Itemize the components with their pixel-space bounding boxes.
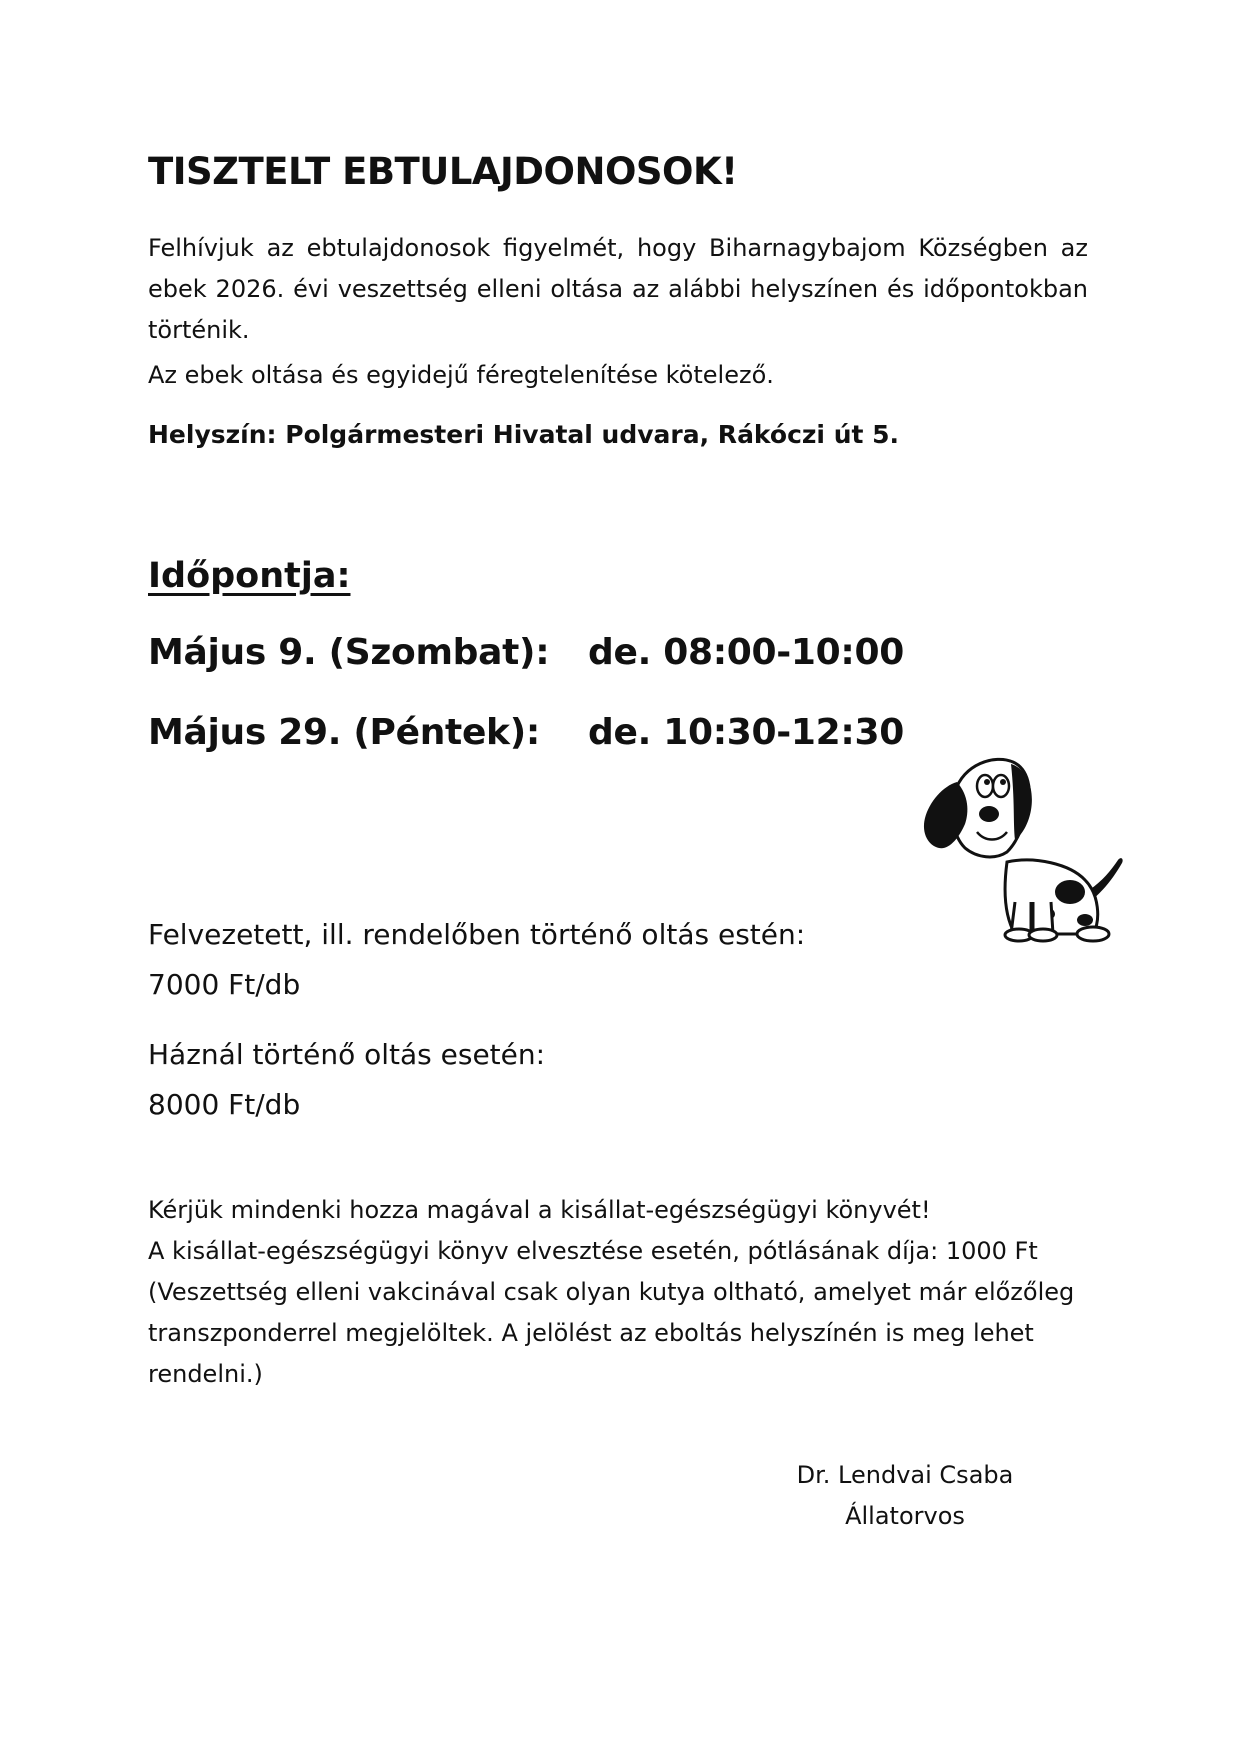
intro-mandatory-text: Az ebek oltása és egyidejű féregtelenítése kötelező. <box>148 361 774 389</box>
dog-illustration-icon <box>915 752 1135 952</box>
intro-paragraph: Felhívjuk az ebtulajdonosok figyelmét, hogy Biharnagybajom Községben az ebek 2026. évi veszettség elleni oltása az alábbi helyszínen és időpontokban történik. <box>148 234 1088 344</box>
price-amount: 8000 Ft/db <box>148 1088 301 1121</box>
signature-name: Dr. Lendvai Csaba <box>796 1461 1014 1489</box>
schedule-heading: Időpontja: <box>148 556 351 596</box>
note-line: (Veszettség elleni vakcinával csak olyan kutya oltható, amelyet már előzőleg <box>148 1278 1075 1306</box>
schedule-date: Május 9. (Szombat): <box>148 632 550 673</box>
notes-block <box>148 1190 1074 1395</box>
price-label: Háznál történő oltás esetén: <box>148 1038 546 1071</box>
schedule-time: de. 08:00-10:00 <box>588 632 905 673</box>
note-line: Kérjük mindenki hozza magával a kisállat-egészségügyi könyvét! <box>148 1196 931 1224</box>
page-title: TISZTELT EBTULAJDONOSOK! <box>148 150 738 193</box>
note-line: transzponderrel megjelöltek. A jelölést az eboltás helyszínén is meg lehet <box>148 1319 1034 1347</box>
price-amount: 7000 Ft/db <box>148 968 301 1001</box>
price-label: Felvezetett, ill. rendelőben történő oltás estén: <box>148 918 806 951</box>
signature-block <box>795 1455 1015 1537</box>
note-line: A kisállat-egészségügyi könyv elvesztése esetén, pótlásának díja: 1000 Ft <box>148 1237 1038 1265</box>
signature-role: Állatorvos <box>845 1502 965 1530</box>
schedule-time: de. 10:30-12:30 <box>588 712 905 753</box>
note-line: rendelni.) <box>148 1360 263 1388</box>
location-text: Helyszín: Polgármesteri Hivatal udvara, Rákóczi út 5. <box>148 420 900 449</box>
schedule-date: Május 29. (Péntek): <box>148 712 540 753</box>
price-block <box>148 1030 545 1130</box>
price-block <box>148 910 805 1010</box>
